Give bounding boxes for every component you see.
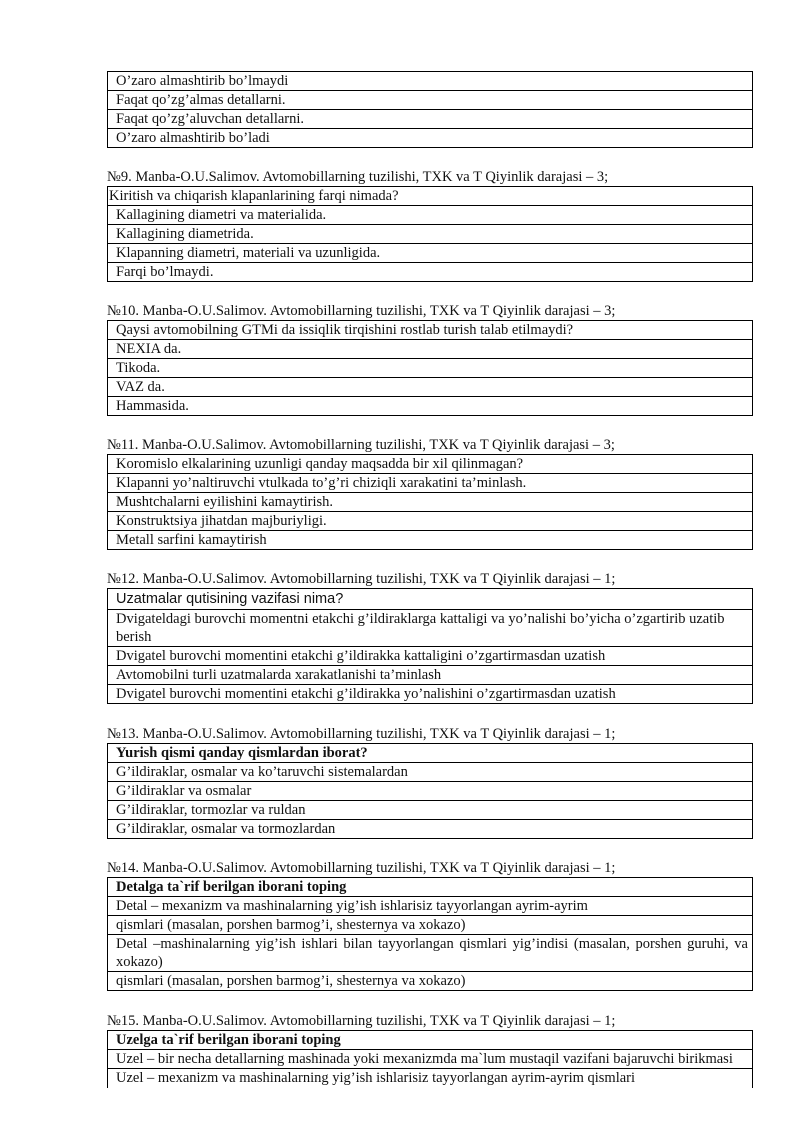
answer-option: Metall sarfini kamaytirish — [107, 531, 753, 550]
question-13-heading: №13. Manba-O.U.Salimov. Avtomobillarning tuzilishi, TXK va T Qiyinlik darajasi – 1; — [107, 726, 616, 742]
question-9-table — [107, 186, 753, 282]
question-11-table — [107, 454, 753, 550]
answer-option: G’ildiraklar, osmalar va ko’taruvchi sistemalardan — [107, 763, 753, 782]
question-15-table — [107, 1030, 753, 1088]
answer-option: G’ildiraklar va osmalar — [107, 782, 753, 801]
answer-option: Faqat qo’zg’aluvchan detallarni. — [107, 110, 753, 129]
question-text: Kiritish va chiqarish klapanlarining farqi nimada? — [107, 186, 753, 206]
question-8-table — [107, 71, 753, 148]
answer-option: O’zaro almashtirib bo’lmaydi — [107, 71, 753, 91]
answer-option: Mushtchalarni eyilishini kamaytirish. — [107, 493, 753, 512]
answer-option: qismlari (masalan, porshen barmog’i, shesternya va xokazo) — [107, 916, 753, 935]
question-10-table — [107, 320, 753, 416]
answer-option: Kallagining diametrida. — [107, 225, 753, 244]
question-text: Qaysi avtomobilning GTMi da issiqlik tirqishini rostlab turish talab etilmaydi? — [107, 320, 753, 340]
answer-option: Detal – mexanizm va mashinalarning yig’ish ishlarisiz tayyorlangan ayrim-ayrim — [107, 897, 753, 916]
question-14-heading: №14. Manba-O.U.Salimov. Avtomobillarning tuzilishi, TXK va T Qiyinlik darajasi – 1; — [107, 860, 616, 876]
answer-option: Hammasida. — [107, 397, 753, 416]
answer-option: Klapanning diametri, materiali va uzunligida. — [107, 244, 753, 263]
question-15-heading: №15. Manba-O.U.Salimov. Avtomobillarning tuzilishi, TXK va T Qiyinlik darajasi – 1; — [107, 1013, 616, 1029]
answer-option: Konstruktsiya jihatdan majburiyligi. — [107, 512, 753, 531]
question-text: Uzatmalar qutisining vazifasi nima? — [107, 588, 753, 610]
answer-option: NEXIA da. — [107, 340, 753, 359]
answer-option: Kallagining diametri va materialida. — [107, 206, 753, 225]
answer-option: Avtomobilni turli uzatmalarda xarakatlanishi ta’minlash — [107, 666, 753, 685]
answer-option: Tikoda. — [107, 359, 753, 378]
question-12-heading: №12. Manba-O.U.Salimov. Avtomobillarning tuzilishi, TXK va T Qiyinlik darajasi – 1; — [107, 571, 616, 587]
answer-option: Faqat qo’zg’almas detallarni. — [107, 91, 753, 110]
question-text: Koromislo elkalarining uzunligi qanday maqsadda bir xil qilinmagan? — [107, 454, 753, 474]
answer-option: Dvigatel burovchi momentini etakchi g’ildirakka yo’nalishini o’zgartirmasdan uzatish — [107, 685, 753, 704]
answer-option: VAZ da. — [107, 378, 753, 397]
answer-option: qismlari (masalan, porshen barmog’i, shesternya va xokazo) — [107, 972, 753, 991]
question-text: Detalga ta`rif berilgan iborani toping — [107, 877, 753, 897]
answer-option: Dvigateldagi burovchi momentni etakchi g’ildiraklarga kattaligi va yo’nalishi bo’yicha o’zgartirib uzatib berish — [107, 610, 753, 647]
question-11-heading: №11. Manba-O.U.Salimov. Avtomobillarning tuzilishi, TXK va T Qiyinlik darajasi – 3; — [107, 437, 615, 453]
answer-option: Farqi bo’lmaydi. — [107, 263, 753, 282]
question-text: Yurish qismi qanday qismlardan iborat? — [107, 743, 753, 763]
question-12-table — [107, 588, 753, 704]
answer-option: G’ildiraklar, osmalar va tormozlardan — [107, 820, 753, 839]
answer-option: Detal –mashinalarning yig’ish ishlari bilan tayyorlangan qismlari yig’indisi (masalan, porshen guruhi, va xokazo) — [107, 935, 753, 972]
question-text: Uzelga ta`rif berilgan iborani toping — [107, 1030, 753, 1050]
answer-option: Klapanni yo’naltiruvchi vtulkada to’g’ri chiziqli xarakatini ta’minlash. — [107, 474, 753, 493]
question-13-table — [107, 743, 753, 839]
answer-option: G’ildiraklar, tormozlar va ruldan — [107, 801, 753, 820]
question-14-table — [107, 877, 753, 991]
answer-option: Uzel – mexanizm va mashinalarning yig’ish ishlarisiz tayyorlangan ayrim-ayrim qismlari — [107, 1069, 753, 1088]
answer-option: Uzel – bir necha detallarning mashinada yoki mexanizmda ma`lum mustaqil vazifani bajaruvchi birikmasi — [107, 1050, 753, 1069]
answer-option: O’zaro almashtirib bo’ladi — [107, 129, 753, 148]
question-9-heading: №9. Manba-O.U.Salimov. Avtomobillarning tuzilishi, TXK va T Qiyinlik darajasi – 3; — [107, 169, 609, 185]
question-10-heading: №10. Manba-O.U.Salimov. Avtomobillarning tuzilishi, TXK va T Qiyinlik darajasi – 3; — [107, 303, 616, 319]
answer-option: Dvigatel burovchi momentini etakchi g’ildirakka kattaligini o’zgartirmasdan uzatish — [107, 647, 753, 666]
